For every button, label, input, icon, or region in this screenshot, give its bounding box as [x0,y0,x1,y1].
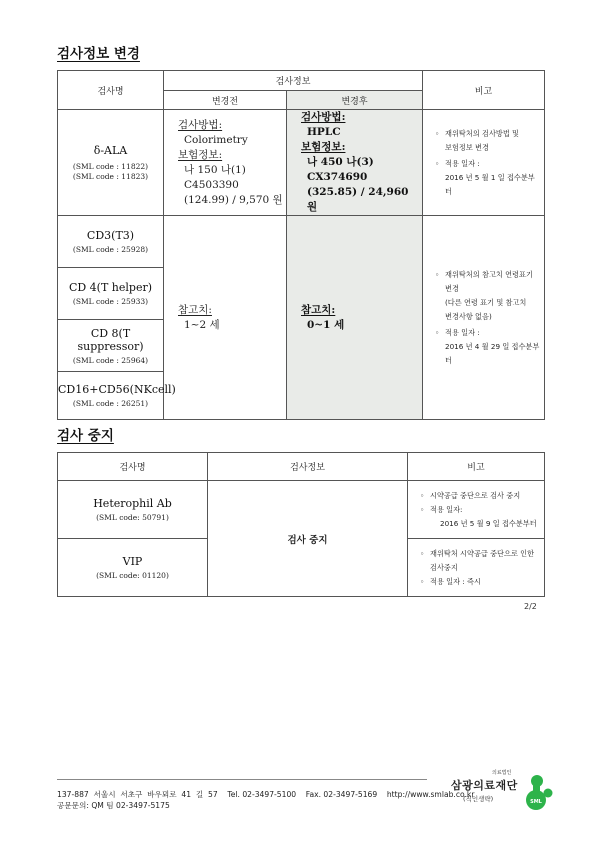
test-code: (SML code: 50791) [96,513,169,522]
section-heading-change: 검사정보 변경 [57,46,140,62]
header-before: 변경전 [164,91,287,110]
after-info-cell [287,216,423,420]
test-name-cell [58,110,164,216]
remark-item: ◦ 적용 일자 : 즉시 [420,575,540,589]
header-after: 변경후 [287,91,423,110]
logo-small-text: 의료법인 [492,770,512,776]
footer-divider [57,779,427,780]
remark-item: ◦ 시약공급 중단으로 검사 중지 [420,489,540,503]
after-info-cell [287,110,423,216]
test-name-cell [58,268,164,320]
header-test-info: 검사정보 [208,453,408,481]
logo-name: 삼광의료재단 [451,779,518,792]
header-test-name: 검사명 [58,71,164,110]
remarks-cell [408,481,545,539]
test-name-cell [58,539,208,597]
remarks-cell [423,110,545,216]
before-info-cell [164,110,287,216]
insurance-label: 보험정보: [178,148,223,161]
header-remarks: 비고 [423,71,545,110]
insurance-value: (325.85) / 24,960 원 [307,186,409,213]
insurance-value: (124.99) / 9,570 원 [184,193,283,206]
remark-item: ◦ 적용 일자 : 2016 년 4 월 29 일 접수분부터 [435,326,540,368]
method-value: HPLC [307,126,341,138]
remarks-cell [423,216,545,420]
reference-value: 1~2 세 [184,318,220,331]
test-name: CD3(T3) [86,229,135,242]
remark-item: ◦ 재위탁처 시약공급 중단으로 인한 검사중지 [420,547,540,575]
remark-item: ◦ 재위탁처의 검사방법 및 보험정보 변경 [435,127,540,155]
section-heading-discontinued: 검사 중지 [57,428,114,444]
insurance-value: 나 450 나(3) CX374690 [307,156,374,183]
discontinued-info: 검사 중지 [208,481,408,597]
header-test-name: 검사명 [58,453,208,481]
header-remarks: 비고 [408,453,545,481]
test-name: CD 4(T helper) [68,281,153,294]
reference-label: 참고치: [301,303,336,316]
change-table [57,70,545,420]
footer-address: 137-887 서울시 서초구 바우뫼로 41 길 57 Tel. 02-3497-5100 Fax. 02-3497-5169 http://www.smlab.co.kr [57,790,475,799]
test-code: (SML code : 25964) [72,355,149,365]
test-name: VIP [122,555,143,568]
test-code: (SML code : 25928) [72,245,149,254]
sml-mark-icon [523,773,553,811]
method-label: 검사방법: [301,111,346,123]
test-code: (SML code : 26251) [72,399,149,408]
remark-item: ◦ 재위탁처의 참고치 연령표기 변경 (다른 연령 표기 및 참고치 변경사항 없음) [435,268,540,324]
discontinued-table [57,452,545,597]
test-code: (SML code: 01120) [96,571,169,580]
header-test-info: 검사정보 [164,71,423,91]
test-name: CD 8(T suppressor) [77,326,144,353]
footer-contact: 공문문의: QM 팀 02-3497-5175 [57,801,170,810]
test-name: δ-ALA [93,144,128,157]
test-code: (SML code : 25933) [72,297,149,306]
reference-value: 0~1 세 [307,318,345,331]
remark-item: ◦ 적용 일자: 2016 년 5 월 9 일 접수분부터 [420,503,540,531]
test-code: (SML code : 11822) [72,162,149,171]
test-name: Heterophil Ab [93,497,172,510]
insurance-label: 보험정보: [301,141,346,153]
reference-label: 참고치: [178,303,212,316]
page-number: 2/2 [524,602,537,611]
test-name-cell [58,481,208,539]
test-code: (SML code : 11823) [72,172,149,181]
before-info-cell [164,216,287,420]
method-value: Colorimetry [184,133,248,146]
logo-subtext: (직인생략) [463,795,494,803]
method-label: 검사방법: [178,118,223,131]
company-logo [448,769,548,819]
remark-item: ◦ 적용 일자 : 2016 년 5 월 1 일 접수분부터 [435,157,540,199]
test-name-cell [58,216,164,268]
remarks-cell [408,539,545,597]
logo-mark-text: SML [530,799,542,805]
test-name: CD16+CD56(NKcell) [58,383,176,396]
test-name-cell [58,372,176,420]
insurance-value: 나 150 나(1) C4503390 [184,163,246,191]
test-name-cell [58,320,164,372]
